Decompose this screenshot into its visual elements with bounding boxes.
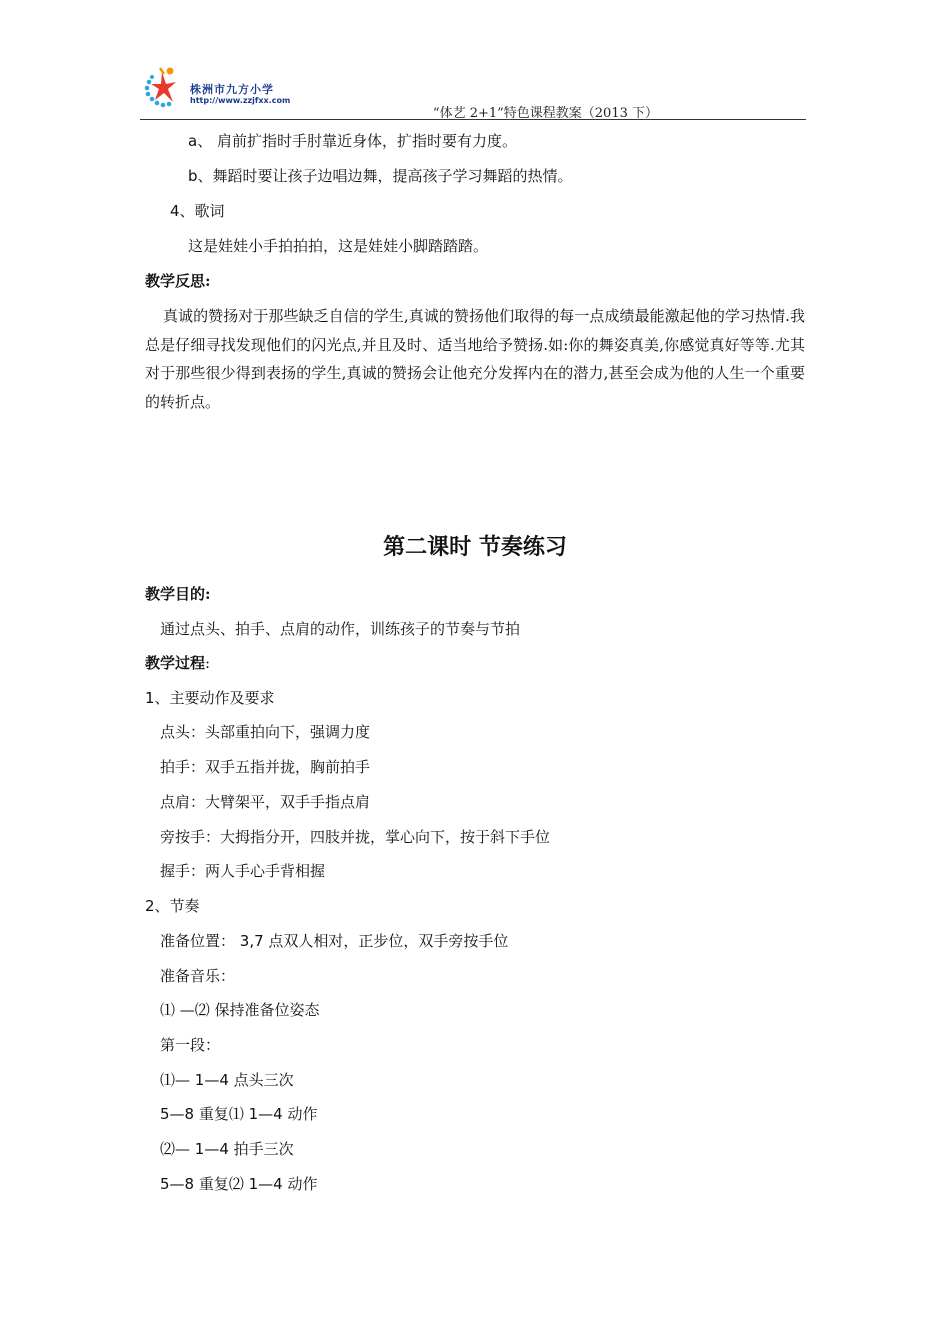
lesson-title: 第二课时 节奏练习 xyxy=(383,535,567,560)
process-heading xyxy=(145,653,210,673)
rhythm-row-action: 拍手三次 xyxy=(228,1140,294,1158)
move-item: 拍手：双手五指并拢，胸前拍手 xyxy=(160,758,371,776)
rhythm-row-action: 动作 xyxy=(282,1175,318,1193)
rhythm-row-count: 1—4 xyxy=(194,1140,229,1158)
rhythm-row xyxy=(160,1104,318,1124)
step1-heading xyxy=(145,688,275,708)
lyrics-heading-label: 歌词 xyxy=(194,202,225,220)
item-a xyxy=(188,131,517,151)
move-item: 握手：两人手心手背相握 xyxy=(160,862,326,880)
move-item: 点肩：大臂架平，双手手指点肩 xyxy=(160,793,371,811)
rhythm-row-count: 5—8 xyxy=(160,1105,195,1123)
item-b-text: 舞蹈时要让孩子边唱边舞，提高孩子学习舞蹈的热情。 xyxy=(212,167,573,185)
rhythm-row-prefix: ⑵— xyxy=(160,1140,195,1158)
school-name: 株洲市九方小学 xyxy=(190,83,274,96)
school-logo xyxy=(140,62,340,112)
step2-num: 2、 xyxy=(145,897,170,915)
step1-num: 1、 xyxy=(145,689,170,707)
rhythm-row-repeat: 重复⑴ xyxy=(194,1105,249,1123)
rhythm-row-prefix: ⑴— xyxy=(160,1071,195,1089)
goal-heading: 教学目的: xyxy=(145,585,211,603)
step2-label: 节奏 xyxy=(169,897,200,915)
reflection-heading: 教学反思: xyxy=(145,272,211,290)
prep-position xyxy=(160,931,508,951)
move-item: 旁按手：大拇指分开，四肢并拢，掌心向下，按于斜下手位 xyxy=(160,828,551,846)
goal-text: 通过点头、拍手、点肩的动作，训练孩子的节奏与节拍 xyxy=(160,620,521,638)
rhythm-row-count: 1—4 xyxy=(248,1175,283,1193)
item-b xyxy=(188,166,573,186)
rhythm-row xyxy=(160,1070,294,1090)
process-heading-label: 教学过程 xyxy=(145,654,206,672)
prep-hold: ⑴ —⑵ 保持准备位姿态 xyxy=(160,1001,320,1019)
prep-position-label: 准备位置： xyxy=(160,932,240,950)
rhythm-row xyxy=(160,1139,294,1159)
rhythm-row-count: 1—4 xyxy=(248,1105,283,1123)
header-divider xyxy=(140,119,806,120)
lyrics-heading-num: 4、 xyxy=(170,202,195,220)
lyrics-text: 这是娃娃小手拍拍拍，这是娃娃小脚踏踏踏。 xyxy=(188,237,489,255)
page-header xyxy=(140,62,806,122)
item-a-text: 肩前扩指时手肘靠近身体，扩指时要有力度。 xyxy=(212,132,517,150)
part1-heading: 第一段： xyxy=(160,1036,221,1054)
reflection-paragraph: 真诚的赞扬对于那些缺乏自信的学生,真诚的赞扬他们取得的每一点成绩最能激起他的学习热情.我总是仔细寻找发现他们的闪光点,并且及时、适当地给予赞扬.如:你的舞姿真美,你感觉真好等等.尤其对于那些很少得到表扬的学生,真诚的赞扬会让他充分发挥内在的潜力,甚至会成为他的人生一个重要的转折点。 xyxy=(145,307,805,411)
rhythm-row-action: 动作 xyxy=(282,1105,318,1123)
item-b-marker: b、 xyxy=(188,167,213,185)
prep-music: 准备音乐： xyxy=(160,967,236,985)
rhythm-row xyxy=(160,1174,318,1194)
prep-position-num: 3,7 xyxy=(239,932,264,950)
lyrics-heading xyxy=(170,201,225,221)
step2-heading xyxy=(145,896,200,916)
step1-label: 主要动作及要求 xyxy=(169,689,275,707)
school-logo-icon xyxy=(140,62,188,112)
rhythm-row-action: 点头三次 xyxy=(228,1071,294,1089)
process-heading-colon: : xyxy=(205,654,211,672)
prep-position-text: 点双人相对，正步位，双手旁按手位 xyxy=(263,932,509,950)
rhythm-row-count: 1—4 xyxy=(194,1071,229,1089)
item-a-marker: a、 xyxy=(188,132,213,150)
move-item: 点头：头部重拍向下，强调力度 xyxy=(160,723,371,741)
header-title: “体艺 2+1”特色课程教案（2013 下） xyxy=(432,106,658,121)
school-url: http://www.zzjfxx.com xyxy=(190,96,291,105)
rhythm-row-count: 5—8 xyxy=(160,1175,195,1193)
rhythm-row-repeat: 重复⑵ xyxy=(194,1175,249,1193)
